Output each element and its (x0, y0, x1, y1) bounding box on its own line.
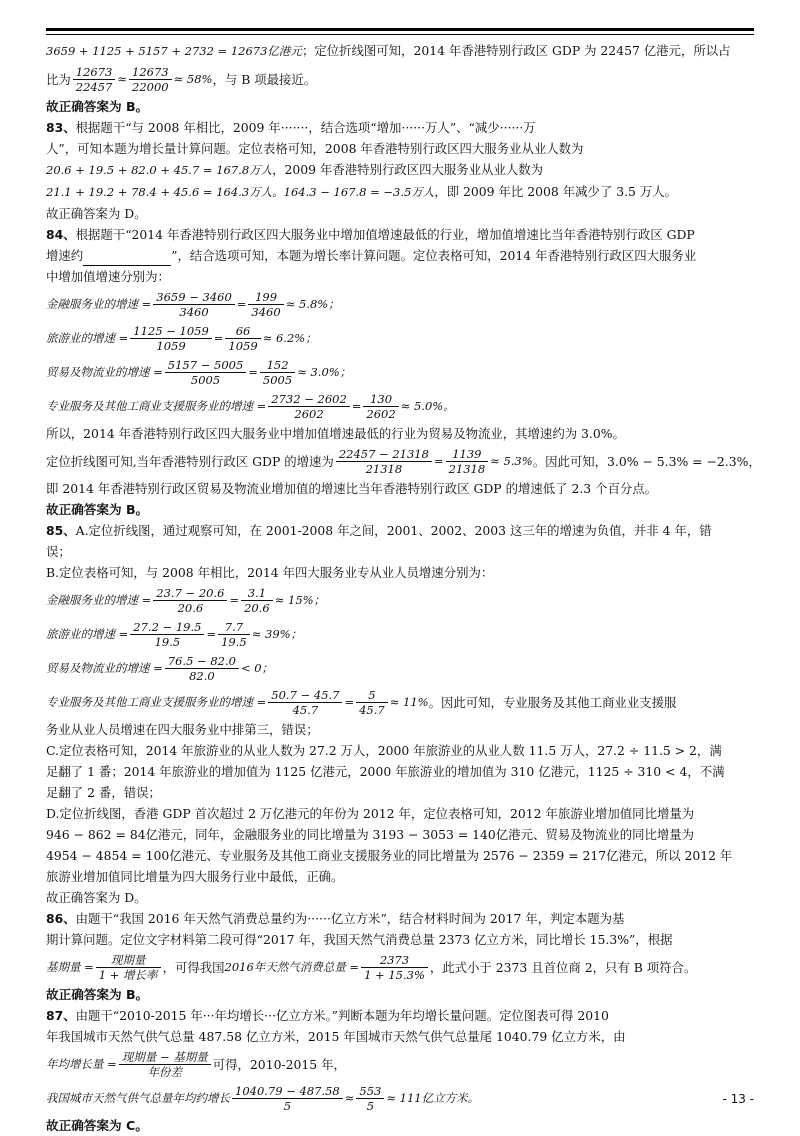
denominator: 年份差 (147, 1064, 183, 1079)
fraction (268, 392, 349, 421)
text-line (46, 181, 756, 203)
numerator: 23.7 − 20.6 (153, 586, 227, 601)
numerator: 现期量 − 基期量 (119, 1050, 211, 1065)
fraction (165, 358, 246, 387)
text: ，此式小于 2373 且首位商 2，只有 B 项符合。 (429, 959, 697, 975)
denominator: 2602 (294, 406, 324, 421)
numerator: 27.2 − 19.5 (130, 620, 204, 635)
equals-sign: = (236, 296, 247, 311)
text: 根据题干“与 2008 年相比，2009 年·······，结合选项“增加······万人”、“减少······万 (75, 120, 536, 135)
fraction (129, 65, 172, 94)
text: ，即 2009 年比 2008 年减少了 3.5 万人。 (434, 184, 678, 199)
denominator: 1059 (156, 338, 186, 353)
equals-sign: = (206, 626, 217, 641)
question-84-line (46, 224, 756, 245)
fraction (446, 447, 489, 476)
denominator: 82.0 (189, 668, 215, 683)
fraction (165, 654, 239, 683)
equals-sign: = (433, 453, 444, 468)
numerator: 130 (363, 392, 398, 407)
formula-label: 基期量 = (46, 959, 94, 974)
formula-line (46, 62, 756, 96)
equals-sign: = (248, 364, 258, 379)
text: 。因此可知，3.0% − 5.3% = −2.3%， (532, 453, 761, 469)
text-line: 期计算问题。定位文字材料第二段可得“2017 年，我国天然气消费总量 2373 亿立方米，同比增长 15.3%”，根据 (46, 932, 673, 947)
fraction (218, 620, 250, 649)
text-line: 946 − 862 = 84亿港元，同年，金融服务业的同比增量为 3193 − 3053 = 140亿港元、贸易及物流业的同比增量为 (46, 827, 695, 842)
text-line: B.定位表格可知，与 2008 年相比，2014 年四大服务业专从业人员增速分别为： (46, 565, 494, 580)
denominator: 19.5 (154, 634, 181, 649)
header-rule-thin (46, 34, 754, 35)
denominator: 21318 (448, 461, 486, 476)
formula-label: 旅游业的增速 = (46, 626, 129, 641)
denominator: 20.6 (244, 600, 270, 615)
equals-sign: = (344, 694, 355, 709)
question-number: 85、 (46, 523, 76, 538)
numerator: 50.7 − 45.7 (268, 688, 342, 703)
answer-line: 故正确答案为 D。 (46, 206, 147, 221)
fraction (153, 290, 234, 319)
numerator: 5 (356, 688, 388, 703)
formula-label: 专业服务及其他工商业支援服务业的增速 = (46, 398, 267, 413)
numerator: 1125 − 1059 (130, 324, 211, 339)
denominator: 3460 (251, 304, 281, 319)
numerator: 7.7 (218, 620, 250, 635)
text-line (46, 159, 756, 181)
formula-label: 专业服务及其他工商业支援服务业的增速 = (46, 694, 267, 709)
text-line (46, 40, 756, 62)
text-line: 旅游业增加值同比增量为四大服务行业中最低，正确。 (46, 869, 344, 884)
equals-sign: = (229, 592, 240, 607)
denominator: 1059 (228, 338, 258, 353)
formula-label: 贸易及物流业的增速 = (46, 364, 163, 379)
fraction (130, 620, 204, 649)
formula: ≈ 58% (173, 71, 213, 86)
text: 。因此可知，专业服务及其他工商业业支援服 (428, 694, 677, 710)
result: ≈ 15%； (274, 592, 326, 607)
formula: 。164.3 − 167.8 = −3.5万人 (272, 185, 435, 199)
formula-label: 金融服务业的增速 = (46, 592, 152, 607)
numerator: 现期量 (96, 953, 161, 968)
text-line: 足翻了 2 番，错误； (46, 785, 161, 800)
formula-line (46, 583, 756, 617)
formula-line (46, 389, 756, 423)
result: ≈ 3.0%； (297, 364, 352, 379)
numerator: 199 (248, 290, 283, 305)
question-87-line (46, 1005, 756, 1026)
result: ≈ 5.3% (490, 453, 533, 468)
formula-label: 旅游业的增速 = (46, 330, 129, 345)
formula-label: 我国城市天然气供气总量年均约增长 (46, 1090, 230, 1105)
text-line: 年我国城市天然气供气总量 487.58 亿立方米，2015 年国城市天然气供气总量尾 1040.79 亿立方米，由 (46, 1029, 626, 1044)
equals-sign: = (213, 330, 224, 345)
answer-line: 故正确答案为 B。 (46, 502, 149, 517)
result: ≈ 39%； (251, 626, 303, 641)
numerator: 152 (260, 358, 295, 373)
fraction (361, 953, 428, 982)
formula-line (46, 444, 761, 478)
denominator: 19.5 (221, 634, 247, 649)
denominator: 5 (283, 1098, 292, 1113)
denominator: 2602 (366, 406, 396, 421)
question-83-line (46, 117, 756, 138)
text-line (46, 245, 756, 266)
numerator: 76.5 − 82.0 (165, 654, 239, 669)
numerator: 66 (225, 324, 260, 339)
formula: 3659 + 1125 + 5157 + 2732 = 12673亿港元 (46, 44, 302, 58)
numerator: 2373 (361, 953, 428, 968)
text-line: 中增加值增速分别为： (46, 269, 170, 284)
denominator: 1 + 15.3% (364, 967, 425, 982)
denominator: 21318 (365, 461, 403, 476)
numerator: 5157 − 5005 (165, 358, 246, 373)
text-line: D.定位折线图，香港 GDP 首次超过 2 万亿港元的年份为 2012 年，定位表格可知，2012 年旅游业增加值同比增量为 (46, 806, 695, 821)
result: ≈ 5.8%； (285, 296, 340, 311)
text: 增速约 (46, 248, 84, 263)
answer-line: 故正确答案为 C。 (46, 1118, 148, 1133)
denominator: 3460 (179, 304, 209, 319)
denominator: 5005 (262, 372, 293, 387)
text-line: 足翻了 1 番；2014 年旅游业的增加值为 1125 亿港元，2000 年旅游业的增加值为 310 亿港元，1125 ÷ 310 < 4，不满 (46, 764, 725, 779)
answer-line: 故正确答案为 B。 (46, 987, 149, 1002)
question-number: 84、 (46, 227, 76, 242)
approx-sign: ≈ (117, 71, 128, 86)
denominator: 5 (366, 1098, 375, 1113)
page-number: - 13 - (722, 1092, 754, 1106)
denominator: 5005 (190, 372, 221, 387)
fraction (96, 953, 161, 982)
formula-line (46, 1047, 756, 1081)
denominator: 45.7 (359, 702, 385, 717)
text-line: 务业从业人员增速在四大服务业中排第三，错误； (46, 722, 319, 737)
formula: 20.6 + 19.5 + 82.0 + 45.7 = 167.8万人 (46, 163, 273, 177)
question-86-line (46, 908, 756, 929)
text: ，可得我国 (162, 959, 225, 975)
numerator: 3659 − 3460 (153, 290, 234, 305)
text-line: 误； (46, 544, 71, 559)
denominator: 20.6 (177, 600, 204, 615)
result: ≈ 111亿立方米。 (386, 1090, 480, 1105)
numerator: 12673 (73, 65, 116, 80)
formula-line (46, 651, 756, 685)
numerator: 3.1 (241, 586, 273, 601)
denominator: 1 + 增长率 (98, 967, 158, 982)
text: 可得，2010-2015 年， (212, 1056, 346, 1072)
formula-label: 贸易及物流业的增速 = (46, 660, 163, 675)
result: ≈ 11% (389, 694, 429, 709)
result: < 0； (240, 660, 274, 675)
formula-line (46, 685, 756, 719)
question-number: 87、 (46, 1008, 76, 1023)
text-line: 4954 − 4854 = 100亿港元、专业服务及其他工商业支援服务业的同比增量为 2576 − 2359 = 217亿港元，所以 2012 年 (46, 848, 733, 863)
numerator: 22457 − 21318 (336, 447, 432, 462)
numerator: 553 (356, 1084, 384, 1099)
fraction (232, 1084, 343, 1113)
denominator: 22457 (75, 79, 113, 94)
fraction (336, 447, 432, 476)
numerator: 1040.79 − 487.58 (232, 1084, 343, 1099)
blank-underline (83, 251, 171, 266)
text-line: 人”，可知本题为增长量计算问题。定位表格可知，2008 年香港特别行政区四大服务业从业人数为 (46, 141, 584, 156)
fraction (356, 1084, 384, 1113)
formula-line (46, 617, 756, 651)
page-body (46, 40, 761, 1136)
text: ，与 B 项最接近。 (212, 71, 317, 87)
fraction (130, 324, 211, 353)
fraction (73, 65, 116, 94)
numerator: 12673 (129, 65, 172, 80)
equals-sign: = (351, 398, 362, 413)
fraction (153, 586, 227, 615)
fraction (260, 358, 295, 387)
formula-label: 年均增长量 = (46, 1056, 117, 1071)
formula-label: 金融服务业的增速 = (46, 296, 152, 311)
text: ，2009 年香港特别行政区四大服务业从业人数为 (272, 162, 544, 177)
fraction (225, 324, 260, 353)
formula-label: 2016年天然气消费总量 = (224, 959, 360, 974)
formula-line (46, 355, 756, 389)
formula: 21.1 + 19.2 + 78.4 + 45.6 = 164.3万人 (46, 185, 273, 199)
result: ≈ 5.0%。 (400, 398, 455, 413)
text: 由题干“我国 2016 年天然气消费总量约为······亿立方米”，结合材料时间为 2017 年，判定本题为基 (75, 911, 625, 926)
text-line: 即 2014 年香港特别行政区贸易及物流业增加值的增速比当年香港特别行政区 GDP 的增速低了 2.3 个百分点。 (46, 481, 658, 496)
formula-line (46, 321, 756, 355)
question-number: 86、 (46, 911, 76, 926)
answer-line: 故正确答案为 D。 (46, 890, 147, 905)
approx-sign: ≈ (344, 1090, 355, 1105)
text: 定位折线图可知,当年香港特别行政区 GDP 的增速为 (46, 453, 334, 469)
header-rule-thick (46, 28, 754, 31)
numerator: 1139 (446, 447, 489, 462)
question-number: 83、 (46, 120, 76, 135)
formula-line (46, 950, 756, 984)
text: 比为 (46, 71, 71, 87)
denominator: 22000 (132, 79, 169, 94)
result: ≈ 6.2%； (262, 330, 317, 345)
formula-line (46, 1081, 756, 1115)
fraction (248, 290, 283, 319)
question-85-line (46, 520, 756, 541)
fraction (268, 688, 342, 717)
fraction (363, 392, 398, 421)
fraction (119, 1050, 211, 1079)
text: ；定位折线图可知，2014 年香港特别行政区 GDP 为 22457 亿港元，所以占 (301, 43, 731, 58)
numerator: 2732 − 2602 (268, 392, 349, 407)
denominator: 45.7 (292, 702, 319, 717)
text-line: C.定位表格可知，2014 年旅游业的从业人数为 27.2 万人，2000 年旅游业的从业人数 11.5 万人，27.2 ÷ 11.5 > 2，满 (46, 743, 722, 758)
answer-line: 故正确答案为 B。 (46, 99, 149, 114)
fraction (241, 586, 273, 615)
text: A.定位折线图，通过观察可知，在 2001-2008 年之间，2001、2002、2003 这三年的增速为负值，并非 4 年，错 (75, 523, 712, 538)
text: 由题干“2010-2015 年···年均增长···亿立方米。”判断本题为年均增长量问题。定位图表可得 2010 (75, 1008, 609, 1023)
fraction (356, 688, 388, 717)
formula-line (46, 287, 756, 321)
text: 根据题干“2014 年香港特别行政区四大服务业中增加值增速最低的行业，增加值增速比当年香港特别行政区 GDP (75, 227, 695, 242)
text-line: 所以，2014 年香港特别行政区四大服务业中增加值增速最低的行业为贸易及物流业，其增速约为 3.0%。 (46, 426, 625, 441)
text: ”，结合选项可知，本题为增长率计算问题。定位表格可知，2014 年香港特别行政区四大服务业 (171, 248, 697, 263)
